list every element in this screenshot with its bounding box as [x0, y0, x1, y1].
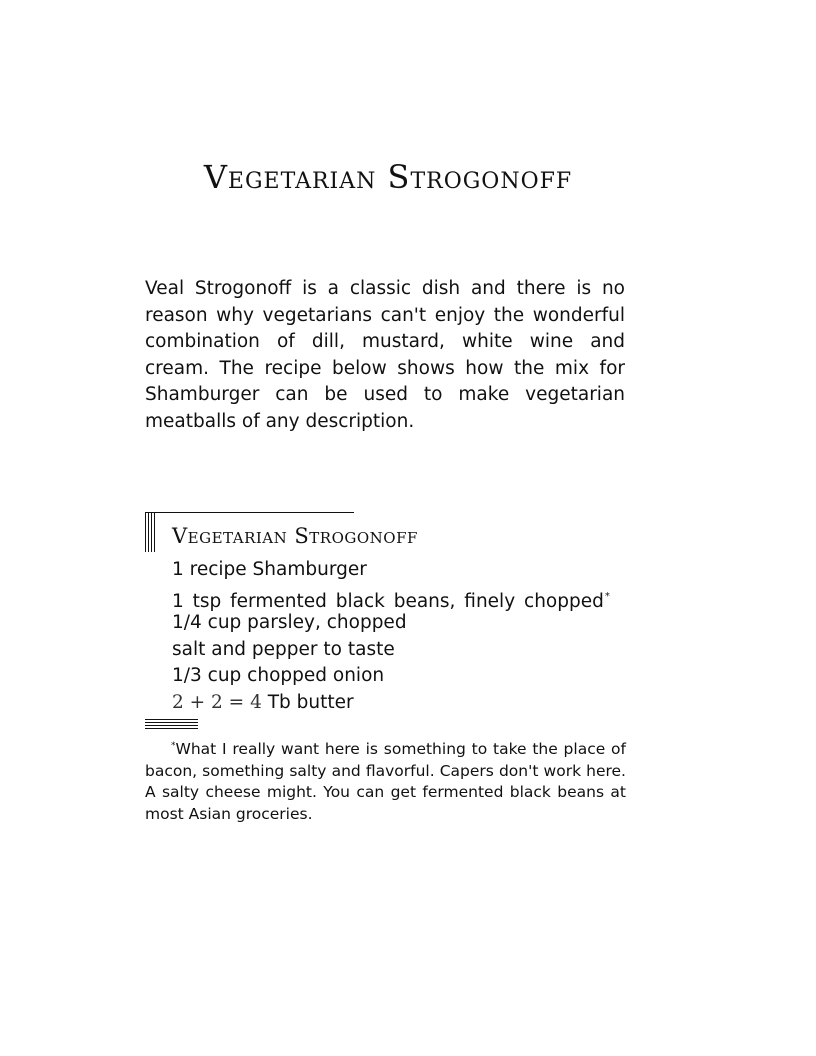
footnote-text: What I really want here is something to take the place of bacon, something salty and flavorful. Capers don't work here. A salty cheese might. You can get fermented black beans at most Asian groceries. [145, 740, 626, 823]
recipe-box-top-rule [145, 512, 354, 513]
ingredient-text: Tb butter [261, 691, 354, 713]
footnote [145, 736, 626, 825]
recipe-title: Vegetarian Strogonoff [172, 524, 418, 548]
ingredient-item [172, 584, 610, 611]
ingredient-item [172, 690, 610, 717]
ingredient-text: 1 tsp fermented black beans, finely chopped [172, 590, 604, 612]
math-expression: 2 + 2 = 4 [172, 691, 262, 713]
ingredient-item: 1/4 cup parsley, chopped [172, 612, 407, 633]
ingredient-item: salt and pepper to taste [172, 638, 395, 660]
page-title: Vegetarian Strogonoff [203, 158, 573, 196]
ingredient-item: 1/3 cup chopped onion [172, 665, 385, 686]
footnote-mark: * [171, 741, 176, 751]
ingredient-item: 1 recipe Shamburger [172, 559, 367, 580]
recipe-box-corner-bars [145, 512, 155, 552]
footnote-marker[interactable]: * [604, 590, 610, 602]
recipe-box-bottom-bars [145, 719, 198, 729]
ingredient-list [172, 557, 610, 716]
intro-paragraph: Veal Strogonoff is a classic dish and there is no reason why vegetarians can't enjoy the wonderful combination of dill, mustard, white wine and cream. The recipe below shows how the mix for Shamburger can be used to make vegetarian meatballs of any description. [145, 278, 625, 432]
